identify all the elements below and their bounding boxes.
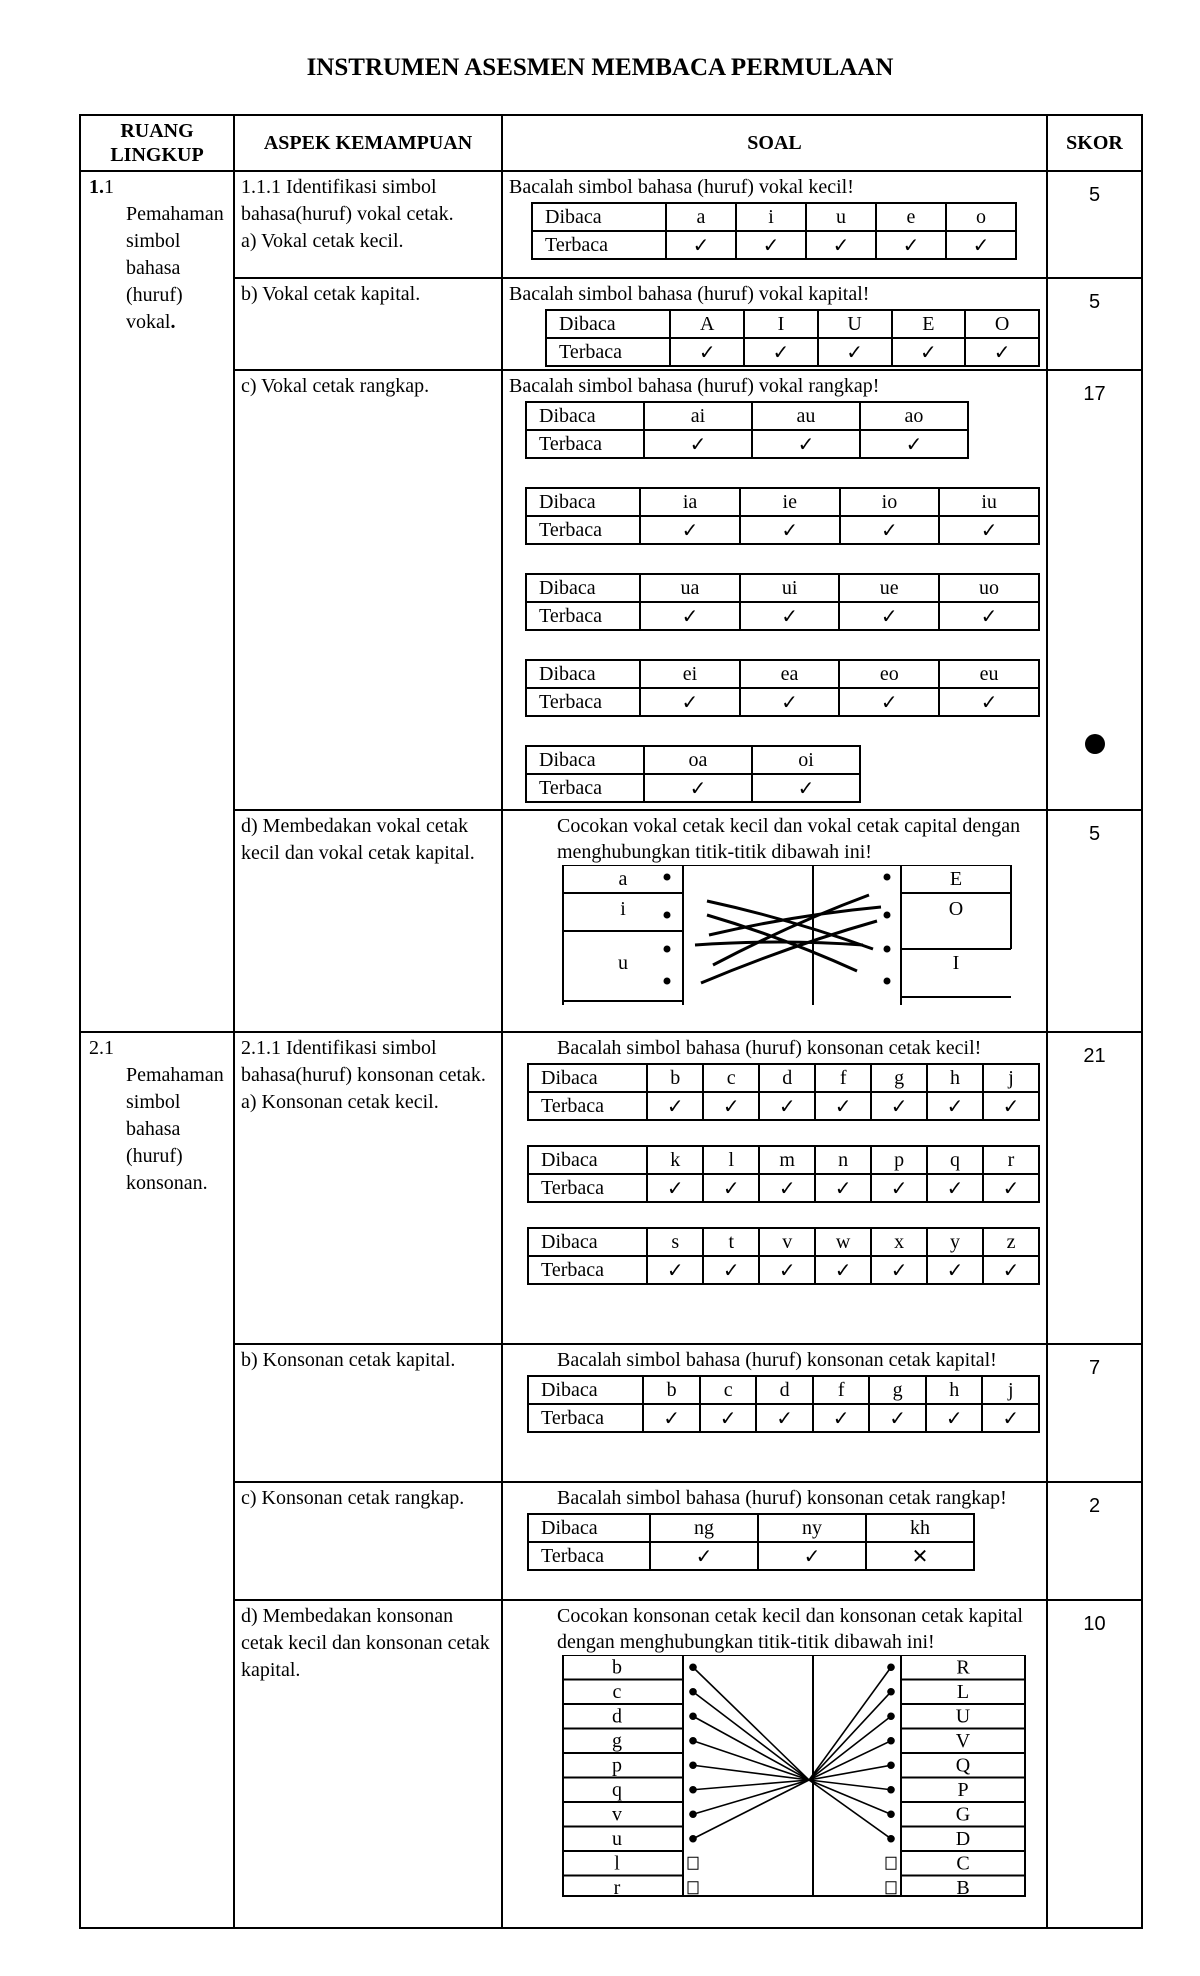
- check-icon: ✓: [759, 1174, 815, 1202]
- letter-cell: n: [815, 1146, 871, 1174]
- letter-cell: iu: [939, 488, 1039, 516]
- question-text: Bacalah simbol bahasa (huruf) konsonan cetak rangkap!: [557, 1487, 1007, 1509]
- right-letter: I: [952, 952, 960, 974]
- empty-box-icon: [688, 1882, 698, 1894]
- match-dot: [664, 946, 671, 953]
- check-icon: ✓: [860, 430, 968, 458]
- match-dot: [664, 978, 671, 985]
- aspect-cell: [234, 1600, 502, 1928]
- letter-cell: U: [818, 310, 892, 338]
- reading-table: [545, 309, 1040, 367]
- check-icon: ✓: [871, 1174, 927, 1202]
- header-question: SOAL: [502, 115, 1047, 171]
- section-name-end: .: [170, 311, 176, 333]
- letter-cell: ie: [740, 488, 840, 516]
- letter-cell: u: [806, 203, 876, 231]
- letter-cell: oi: [752, 746, 860, 774]
- left-letter: u: [612, 1827, 622, 1850]
- check-icon: ✓: [927, 1256, 983, 1284]
- question-text: Bacalah simbol bahasa (huruf) vokal kecil!: [509, 176, 854, 198]
- aspect-label: d) Membedakan konsonan cetak kecil dan konsonan cetak kapital.: [241, 1605, 490, 1681]
- question-text: Bacalah simbol bahasa (huruf) konsonan cetak kapital!: [557, 1349, 997, 1371]
- match-line: [693, 1741, 809, 1780]
- row-2c: [80, 1482, 1142, 1600]
- check-icon: ✓: [939, 602, 1039, 630]
- right-letter: O: [948, 898, 964, 920]
- cross-icon: ✕: [866, 1542, 974, 1570]
- reading-table: [525, 401, 969, 459]
- row-1a: [80, 171, 1142, 278]
- letter-cell: d: [759, 1064, 815, 1092]
- letter-cell: ua: [640, 574, 740, 602]
- section-name: Pemahaman simbol bahasa (huruf) konsonan.: [126, 1064, 224, 1194]
- read-label: Dibaca: [528, 1514, 650, 1542]
- letter-cell: b: [643, 1376, 700, 1404]
- reading-table: [527, 1513, 975, 1571]
- reading-table: [525, 745, 861, 803]
- scope-cell-1: [80, 171, 234, 1032]
- section-number-suffix: 1: [104, 176, 114, 198]
- match-dot: [884, 912, 891, 919]
- letter-cell: k: [647, 1146, 703, 1174]
- check-icon: ✓: [871, 1256, 927, 1284]
- aspect-label: a) Konsonan cetak kecil.: [241, 1091, 439, 1113]
- read-label: Dibaca: [528, 1228, 647, 1256]
- letter-cell: j: [982, 1376, 1039, 1404]
- read-ok-label: Terbaca: [526, 516, 640, 544]
- score-cell: 21: [1047, 1032, 1142, 1344]
- header-row: [80, 115, 1142, 171]
- scope-cell-2: [80, 1032, 234, 1928]
- read-label: Dibaca: [526, 488, 640, 516]
- left-letter: u: [618, 952, 628, 974]
- letter-cell: p: [871, 1146, 927, 1174]
- read-ok-label: Terbaca: [528, 1542, 650, 1570]
- assessment-table: [79, 114, 1143, 1929]
- check-icon: ✓: [939, 688, 1039, 716]
- consonant-matching-diagram: [557, 1655, 1027, 1897]
- match-line: [709, 907, 881, 935]
- read-label: Dibaca: [528, 1376, 643, 1404]
- check-icon: ✓: [647, 1174, 703, 1202]
- match-line: [695, 942, 863, 945]
- reading-table: [525, 659, 1040, 717]
- match-line: [693, 1716, 809, 1780]
- letter-cell: eu: [939, 660, 1039, 688]
- reading-table: [527, 1063, 1040, 1121]
- question-cell: [502, 278, 1047, 370]
- score-cell: 5: [1047, 810, 1142, 1032]
- read-label: Dibaca: [528, 1064, 647, 1092]
- aspect-label: c) Vokal cetak rangkap.: [241, 375, 430, 397]
- letter-cell: io: [840, 488, 940, 516]
- letter-cell: E: [892, 310, 966, 338]
- check-icon: ✓: [983, 1174, 1039, 1202]
- question-cell: [502, 1032, 1047, 1344]
- right-letter: C: [956, 1852, 970, 1875]
- read-label: Dibaca: [526, 574, 640, 602]
- check-icon: ✓: [647, 1256, 703, 1284]
- letter-cell: O: [965, 310, 1039, 338]
- check-icon: ✓: [736, 231, 806, 259]
- check-icon: ✓: [871, 1092, 927, 1120]
- header-score: SKOR: [1047, 115, 1142, 171]
- question-text: Bacalah simbol bahasa (huruf) vokal rangkap!: [509, 375, 880, 397]
- letter-cell: h: [927, 1064, 983, 1092]
- section-name: Pemahaman simbol bahasa (huruf) vokal: [126, 203, 224, 333]
- read-label: Dibaca: [528, 1146, 647, 1174]
- match-line: [809, 1741, 891, 1780]
- aspect-cell: [234, 171, 502, 278]
- check-icon: ✓: [758, 1542, 866, 1570]
- left-letter: r: [613, 1876, 621, 1897]
- read-ok-label: Terbaca: [526, 430, 644, 458]
- letter-cell: l: [703, 1146, 759, 1174]
- section-number: 1.: [89, 176, 104, 198]
- reading-table: [527, 1375, 1040, 1433]
- letter-cell: j: [983, 1064, 1039, 1092]
- letter-cell: b: [647, 1064, 703, 1092]
- aspect-cell: [234, 810, 502, 1032]
- left-letter: p: [612, 1754, 622, 1777]
- left-letter: v: [612, 1803, 622, 1826]
- check-icon: ✓: [815, 1174, 871, 1202]
- letter-cell: h: [926, 1376, 983, 1404]
- question-cell: [502, 370, 1047, 810]
- right-letter: R: [956, 1656, 970, 1679]
- check-icon: ✓: [640, 688, 740, 716]
- match-line: [693, 1667, 809, 1780]
- read-ok-label: Terbaca: [546, 338, 670, 366]
- aspect-label: a) Vokal cetak kecil.: [241, 230, 404, 252]
- read-label: Dibaca: [526, 746, 644, 774]
- letter-cell: ui: [740, 574, 840, 602]
- aspect-heading: 2.1.1 Identifikasi simbol bahasa(huruf) konsonan cetak.: [241, 1037, 486, 1086]
- empty-box-icon: [886, 1857, 896, 1869]
- row-2d: [80, 1600, 1142, 1928]
- aspect-cell: [234, 1482, 502, 1600]
- match-line: [809, 1667, 891, 1780]
- read-ok-label: Terbaca: [528, 1404, 643, 1432]
- question-text: Cocokan konsonan cetak kecil dan konsonan cetak kapital dengan menghubungkan titik-titik dibawah ini!: [557, 1605, 1023, 1653]
- check-icon: ✓: [813, 1404, 870, 1432]
- letter-cell: x: [871, 1228, 927, 1256]
- score-cell: [1047, 370, 1142, 810]
- score-cell: 7: [1047, 1344, 1142, 1482]
- read-label: Dibaca: [526, 402, 644, 430]
- letter-cell: ng: [650, 1514, 758, 1542]
- aspect-heading: 1.1.1 Identifikasi simbol bahasa(huruf) vokal cetak.: [241, 176, 454, 225]
- letter-cell: ei: [640, 660, 740, 688]
- check-icon: ✓: [703, 1174, 759, 1202]
- letter-cell: f: [815, 1064, 871, 1092]
- letter-cell: i: [736, 203, 806, 231]
- left-letter: c: [612, 1680, 622, 1703]
- aspect-label: b) Konsonan cetak kapital.: [241, 1349, 456, 1371]
- check-icon: ✓: [927, 1092, 983, 1120]
- read-ok-label: Terbaca: [526, 688, 640, 716]
- check-icon: ✓: [644, 774, 752, 802]
- reading-table: [525, 487, 1040, 545]
- aspect-label: c) Konsonan cetak rangkap.: [241, 1487, 465, 1509]
- letter-cell: g: [871, 1064, 927, 1092]
- row-2a: [80, 1032, 1142, 1344]
- score-cell: 10: [1047, 1600, 1142, 1928]
- header-scope: RUANG LINGKUP: [80, 115, 234, 171]
- left-letter: l: [614, 1852, 620, 1875]
- left-letter: g: [612, 1729, 622, 1752]
- check-icon: ✓: [752, 430, 860, 458]
- match-line: [809, 1716, 891, 1780]
- check-icon: ✓: [640, 602, 740, 630]
- aspect-cell: [234, 278, 502, 370]
- letter-cell: ao: [860, 402, 968, 430]
- row-2b: [80, 1344, 1142, 1482]
- letter-cell: y: [927, 1228, 983, 1256]
- check-icon: ✓: [815, 1092, 871, 1120]
- check-icon: ✓: [876, 231, 946, 259]
- header-aspect: ASPEK KEMAMPUAN: [234, 115, 502, 171]
- left-letter: q: [612, 1778, 622, 1801]
- letter-cell: c: [700, 1376, 757, 1404]
- letter-cell: au: [752, 402, 860, 430]
- right-letter: P: [957, 1778, 969, 1801]
- document-title: INSTRUMEN ASESMEN MEMBACA PERMULAAN: [306, 54, 894, 81]
- read-ok-label: Terbaca: [526, 602, 640, 630]
- empty-box-icon: [886, 1882, 896, 1894]
- letter-cell: c: [703, 1064, 759, 1092]
- score-cell: 5: [1047, 171, 1142, 278]
- section-number: 2.1: [89, 1037, 114, 1059]
- letter-cell: v: [759, 1228, 815, 1256]
- read-ok-label: Terbaca: [528, 1092, 647, 1120]
- read-label: Dibaca: [532, 203, 666, 231]
- read-label: Dibaca: [546, 310, 670, 338]
- letter-cell: g: [869, 1376, 926, 1404]
- score-cell: 2: [1047, 1482, 1142, 1600]
- read-ok-label: Terbaca: [526, 774, 644, 802]
- bullet-dot: [1085, 734, 1105, 754]
- right-letter: V: [955, 1729, 971, 1752]
- left-letter: b: [612, 1656, 622, 1679]
- match-dot: [884, 978, 891, 985]
- check-icon: ✓: [644, 430, 752, 458]
- letter-cell: I: [744, 310, 818, 338]
- read-ok-label: Terbaca: [528, 1174, 647, 1202]
- letter-cell: kh: [866, 1514, 974, 1542]
- check-icon: ✓: [740, 602, 840, 630]
- check-icon: ✓: [806, 231, 876, 259]
- letter-cell: A: [670, 310, 744, 338]
- letter-cell: a: [666, 203, 736, 231]
- check-icon: ✓: [640, 516, 740, 544]
- question-cell: [502, 1600, 1047, 1928]
- aspect-cell: [234, 370, 502, 810]
- check-icon: ✓: [839, 688, 939, 716]
- check-icon: ✓: [756, 1404, 813, 1432]
- check-icon: ✓: [666, 231, 736, 259]
- right-letter: L: [956, 1680, 970, 1703]
- letter-cell: uo: [939, 574, 1039, 602]
- check-icon: ✓: [700, 1404, 757, 1432]
- read-label: Dibaca: [526, 660, 640, 688]
- reading-table: [531, 202, 1017, 260]
- question-text: Cocokan vokal cetak kecil dan vokal cetak capital dengan menghubungkan titik-titik dibawah ini!: [557, 815, 1021, 863]
- check-icon: ✓: [703, 1092, 759, 1120]
- read-ok-label: Terbaca: [532, 231, 666, 259]
- empty-box-icon: [688, 1857, 698, 1869]
- letter-cell: o: [946, 203, 1016, 231]
- check-icon: ✓: [927, 1174, 983, 1202]
- check-icon: ✓: [939, 516, 1039, 544]
- letter-cell: s: [647, 1228, 703, 1256]
- question-cell: [502, 1344, 1047, 1482]
- letter-cell: ia: [640, 488, 740, 516]
- letter-cell: ai: [644, 402, 752, 430]
- check-icon: ✓: [983, 1092, 1039, 1120]
- letter-cell: m: [759, 1146, 815, 1174]
- question-text: Bacalah simbol bahasa (huruf) konsonan cetak kecil!: [557, 1037, 982, 1059]
- check-icon: ✓: [982, 1404, 1039, 1432]
- letter-cell: t: [703, 1228, 759, 1256]
- score-value: 17: [1083, 383, 1106, 405]
- reading-table: [525, 573, 1040, 631]
- right-letter: Q: [955, 1754, 971, 1777]
- read-ok-label: Terbaca: [528, 1256, 647, 1284]
- check-icon: ✓: [818, 338, 892, 366]
- right-letter: D: [955, 1827, 971, 1850]
- row-1d: [80, 810, 1142, 1032]
- right-letter: U: [955, 1705, 971, 1728]
- aspect-label: b) Vokal cetak kapital.: [241, 283, 421, 305]
- check-icon: ✓: [946, 231, 1016, 259]
- letter-cell: f: [813, 1376, 870, 1404]
- check-icon: ✓: [759, 1092, 815, 1120]
- letter-cell: r: [983, 1146, 1039, 1174]
- check-icon: ✓: [744, 338, 818, 366]
- right-letter: G: [955, 1803, 971, 1826]
- letter-cell: ue: [839, 574, 939, 602]
- check-icon: ✓: [670, 338, 744, 366]
- aspect-cell: [234, 1344, 502, 1482]
- match-dot: [884, 874, 891, 881]
- left-letter: d: [612, 1705, 622, 1728]
- match-dot: [664, 912, 671, 919]
- check-icon: ✓: [752, 774, 860, 802]
- question-cell: [502, 810, 1047, 1032]
- letter-cell: e: [876, 203, 946, 231]
- letter-cell: q: [927, 1146, 983, 1174]
- left-letter: a: [618, 868, 628, 890]
- question-text: Bacalah simbol bahasa (huruf) vokal kapital!: [509, 283, 870, 305]
- left-letter: i: [620, 898, 626, 920]
- score-cell: 5: [1047, 278, 1142, 370]
- row-1c: [80, 370, 1142, 810]
- check-icon: ✓: [647, 1092, 703, 1120]
- question-cell: [502, 171, 1047, 278]
- right-letter: B: [956, 1876, 970, 1897]
- check-icon: ✓: [759, 1256, 815, 1284]
- letter-cell: z: [983, 1228, 1039, 1256]
- letter-cell: oa: [644, 746, 752, 774]
- check-icon: ✓: [703, 1256, 759, 1284]
- reading-table: [527, 1145, 1040, 1203]
- check-icon: ✓: [643, 1404, 700, 1432]
- check-icon: ✓: [869, 1404, 926, 1432]
- vowel-matching-diagram: [557, 865, 1017, 1005]
- check-icon: ✓: [892, 338, 966, 366]
- aspect-cell: [234, 1032, 502, 1344]
- letter-cell: ny: [758, 1514, 866, 1542]
- check-icon: ✓: [815, 1256, 871, 1284]
- check-icon: ✓: [740, 688, 840, 716]
- match-dot: [664, 874, 671, 881]
- aspect-label: d) Membedakan vokal cetak kecil dan vokal cetak kapital.: [241, 815, 475, 864]
- reading-table: [527, 1227, 1040, 1285]
- letter-cell: d: [756, 1376, 813, 1404]
- match-dot: [884, 946, 891, 953]
- check-icon: ✓: [965, 338, 1039, 366]
- right-letter: E: [949, 868, 963, 890]
- letter-cell: ea: [740, 660, 840, 688]
- row-1b: [80, 278, 1142, 370]
- check-icon: ✓: [650, 1542, 758, 1570]
- check-icon: ✓: [840, 516, 940, 544]
- question-cell: [502, 1482, 1047, 1600]
- check-icon: ✓: [740, 516, 840, 544]
- letter-cell: eo: [839, 660, 939, 688]
- check-icon: ✓: [926, 1404, 983, 1432]
- check-icon: ✓: [839, 602, 939, 630]
- letter-cell: w: [815, 1228, 871, 1256]
- check-icon: ✓: [983, 1256, 1039, 1284]
